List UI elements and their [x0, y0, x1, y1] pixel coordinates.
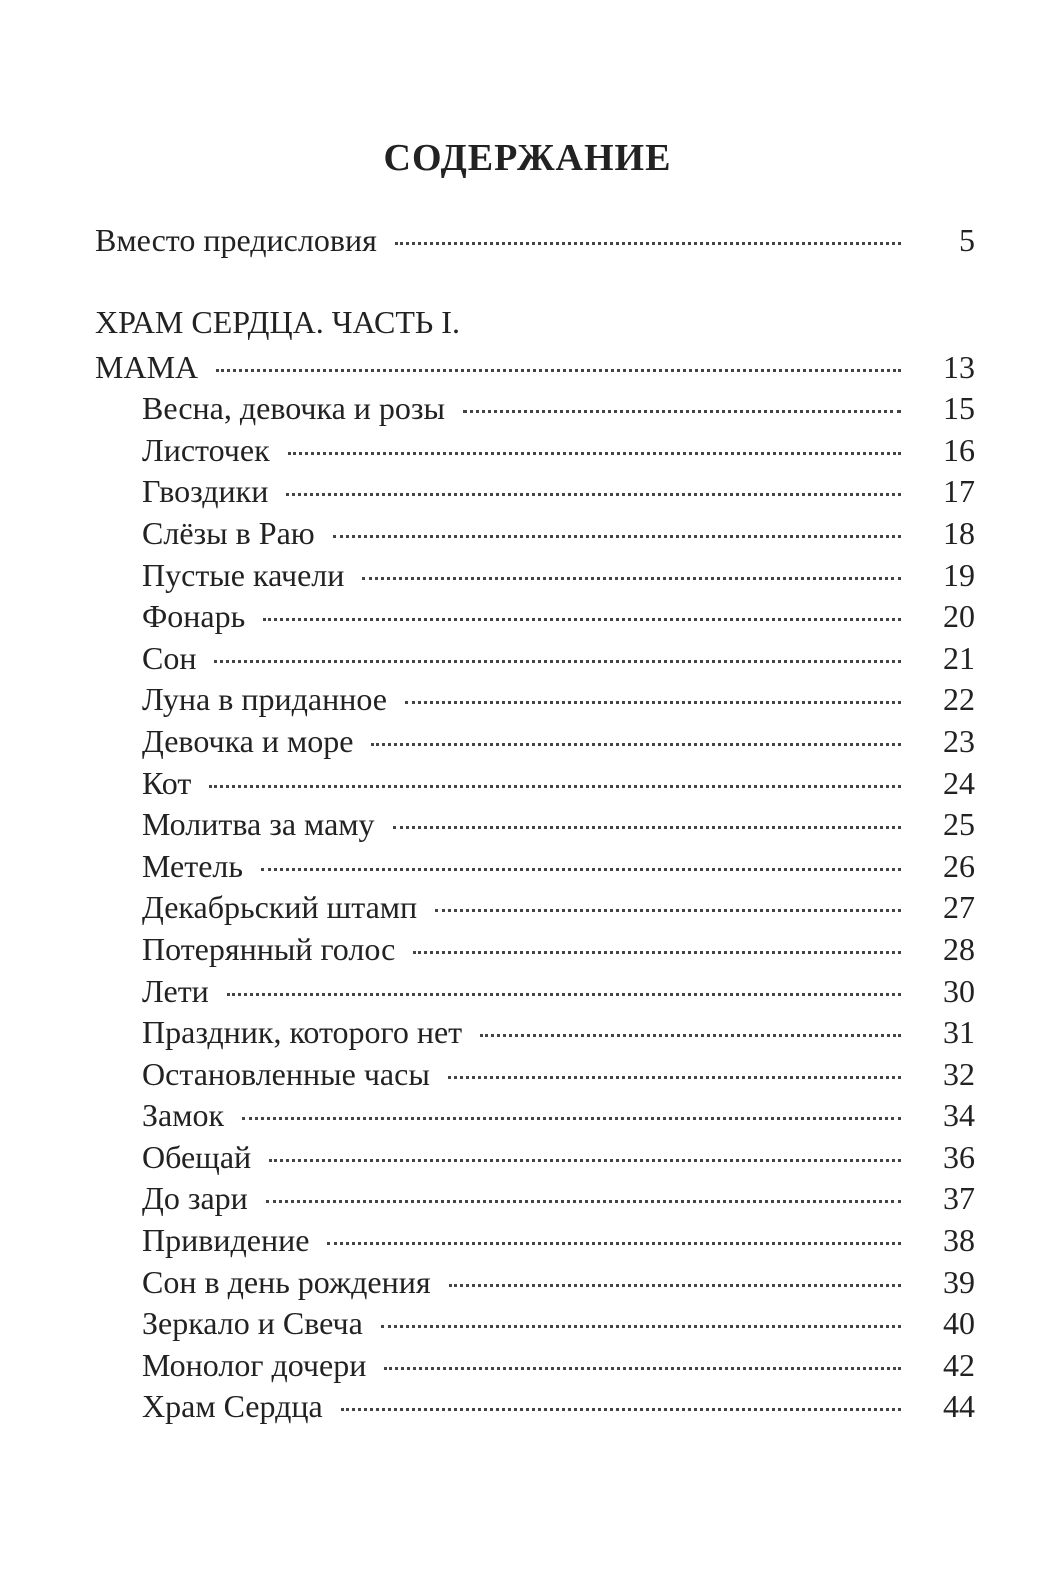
toc-entry-label: Лети: [142, 972, 209, 1009]
toc-entry-page: 23: [943, 722, 975, 759]
toc-entry: [95, 1347, 975, 1389]
dot-leader: [435, 909, 901, 912]
toc-entry-page: 15: [943, 390, 975, 427]
toc-entry-page: 36: [943, 1138, 975, 1175]
toc-entry: [95, 765, 975, 807]
dot-leader: [413, 951, 901, 954]
dot-leader: [341, 1408, 901, 1411]
toc-entry: [95, 1097, 975, 1139]
toc-entry-page: 16: [943, 431, 975, 468]
dot-leader: [263, 618, 901, 621]
toc-entry-label: Остановленные часы: [142, 1055, 430, 1092]
toc-entry: [95, 1014, 975, 1056]
toc-entry-label: Вместо предисловия: [95, 222, 377, 258]
toc-entry: [95, 1056, 975, 1098]
toc-entry-label: Потерянный голос: [142, 930, 396, 967]
part-heading: ХРАМ СЕРДЦА. ЧАСТЬ I.: [95, 303, 460, 340]
toc-entry: [95, 640, 975, 682]
dot-leader: [480, 1034, 901, 1037]
toc-entry-preface: [95, 222, 975, 264]
toc-entry: [95, 432, 975, 474]
toc-entry-page: 31: [943, 1014, 975, 1051]
toc-entry: [95, 1388, 975, 1430]
dot-leader: [395, 242, 901, 245]
dot-leader: [362, 577, 901, 580]
table-of-contents: [95, 222, 975, 1430]
dot-leader: [216, 369, 901, 372]
dot-leader: [261, 868, 901, 871]
toc-entry: [95, 390, 975, 432]
toc-entry-label: Пустые качели: [142, 556, 345, 593]
dot-leader: [405, 701, 901, 704]
toc-entry-page: 21: [943, 639, 975, 676]
toc-entry-label: МАМА: [95, 348, 199, 385]
toc-entry-label: Девочка и море: [142, 722, 354, 759]
toc-entry-label: Весна, девочка и розы: [142, 390, 446, 427]
toc-entry: [95, 848, 975, 890]
toc-entry-label: Кот: [142, 764, 192, 801]
dot-leader: [371, 743, 901, 746]
toc-entry-label: Замок: [142, 1097, 225, 1134]
toc-entry: [95, 973, 975, 1015]
dot-leader: [288, 452, 901, 455]
toc-entry-label: Декабрьский штамп: [142, 889, 418, 926]
toc-entry-part: [95, 349, 975, 391]
dot-leader: [463, 410, 901, 413]
toc-entry-page: 20: [943, 598, 975, 635]
toc-entry: [95, 473, 975, 515]
toc-entry: [95, 515, 975, 557]
toc-entry-page: 26: [943, 847, 975, 884]
dot-leader: [384, 1367, 901, 1370]
toc-entry: [95, 1180, 975, 1222]
toc-entry-page: 34: [943, 1097, 975, 1134]
dot-leader: [333, 535, 901, 538]
toc-entry-label: Сон: [142, 639, 197, 676]
toc-entry-label: Молитва за маму: [142, 806, 375, 843]
toc-entry-page: 38: [943, 1222, 975, 1259]
toc-entry-label: Праздник, которого нет: [142, 1014, 463, 1051]
toc-entry: [95, 557, 975, 599]
toc-entry-page: 28: [943, 930, 975, 967]
toc-entry-page: 44: [943, 1388, 975, 1425]
toc-entry-page: 40: [943, 1305, 975, 1342]
toc-entry-label: До зари: [142, 1180, 248, 1217]
toc-entry-label: Луна в приданное: [142, 681, 387, 718]
toc-entry-label: Храм Сердца: [142, 1388, 323, 1425]
toc-entry-list: [95, 390, 975, 1430]
dot-leader: [449, 1284, 901, 1287]
toc-entry-label: Слёзы в Раю: [142, 514, 315, 551]
toc-entry: [95, 598, 975, 640]
toc-entry-label: Сон в день рождения: [142, 1263, 431, 1300]
toc-entry: [95, 889, 975, 931]
toc-entry-label: Гвоздики: [142, 473, 269, 510]
toc-entry-page: 42: [943, 1346, 975, 1383]
toc-entry-page: 39: [943, 1263, 975, 1300]
dot-leader: [448, 1076, 901, 1079]
toc-entry-page: 30: [943, 972, 975, 1009]
toc-entry: [95, 681, 975, 723]
dot-leader: [227, 993, 901, 996]
toc-entry-page: 13: [943, 348, 975, 385]
toc-entry: [95, 723, 975, 765]
dot-leader: [266, 1200, 901, 1203]
toc-entry-page: 25: [943, 806, 975, 843]
toc-entry-page: 22: [943, 681, 975, 718]
dot-leader: [242, 1117, 901, 1120]
toc-entry-label: Привидение: [142, 1222, 310, 1259]
page-title: СОДЕРЖАНИЕ: [383, 137, 672, 179]
toc-entry: [95, 806, 975, 848]
toc-entry-page: 32: [943, 1055, 975, 1092]
dot-leader: [381, 1325, 901, 1328]
toc-entry-page: 37: [943, 1180, 975, 1217]
toc-entry-page: 18: [943, 514, 975, 551]
toc-entry-page: 5: [959, 222, 975, 258]
toc-entry-page: 19: [943, 556, 975, 593]
toc-entry-label: Монолог дочери: [142, 1346, 367, 1383]
toc-entry-label: Метель: [142, 847, 243, 884]
dot-leader: [214, 660, 901, 663]
toc-entry-label: Листочек: [142, 431, 270, 468]
toc-entry-label: Зеркало и Свеча: [142, 1305, 363, 1342]
toc-entry-page: 17: [943, 473, 975, 510]
dot-leader: [286, 493, 901, 496]
toc-entry: [95, 1264, 975, 1306]
toc-entry: [95, 1222, 975, 1264]
dot-leader: [269, 1159, 901, 1162]
toc-entry-page: 27: [943, 889, 975, 926]
toc-entry: [95, 1305, 975, 1347]
toc-entry: [95, 931, 975, 973]
toc-entry-label: Фонарь: [142, 598, 246, 635]
dot-leader: [327, 1242, 901, 1245]
toc-entry-page: 24: [943, 764, 975, 801]
dot-leader: [393, 826, 901, 829]
toc-entry: [95, 1139, 975, 1181]
dot-leader: [209, 785, 901, 788]
toc-entry-label: Обещай: [142, 1138, 252, 1175]
